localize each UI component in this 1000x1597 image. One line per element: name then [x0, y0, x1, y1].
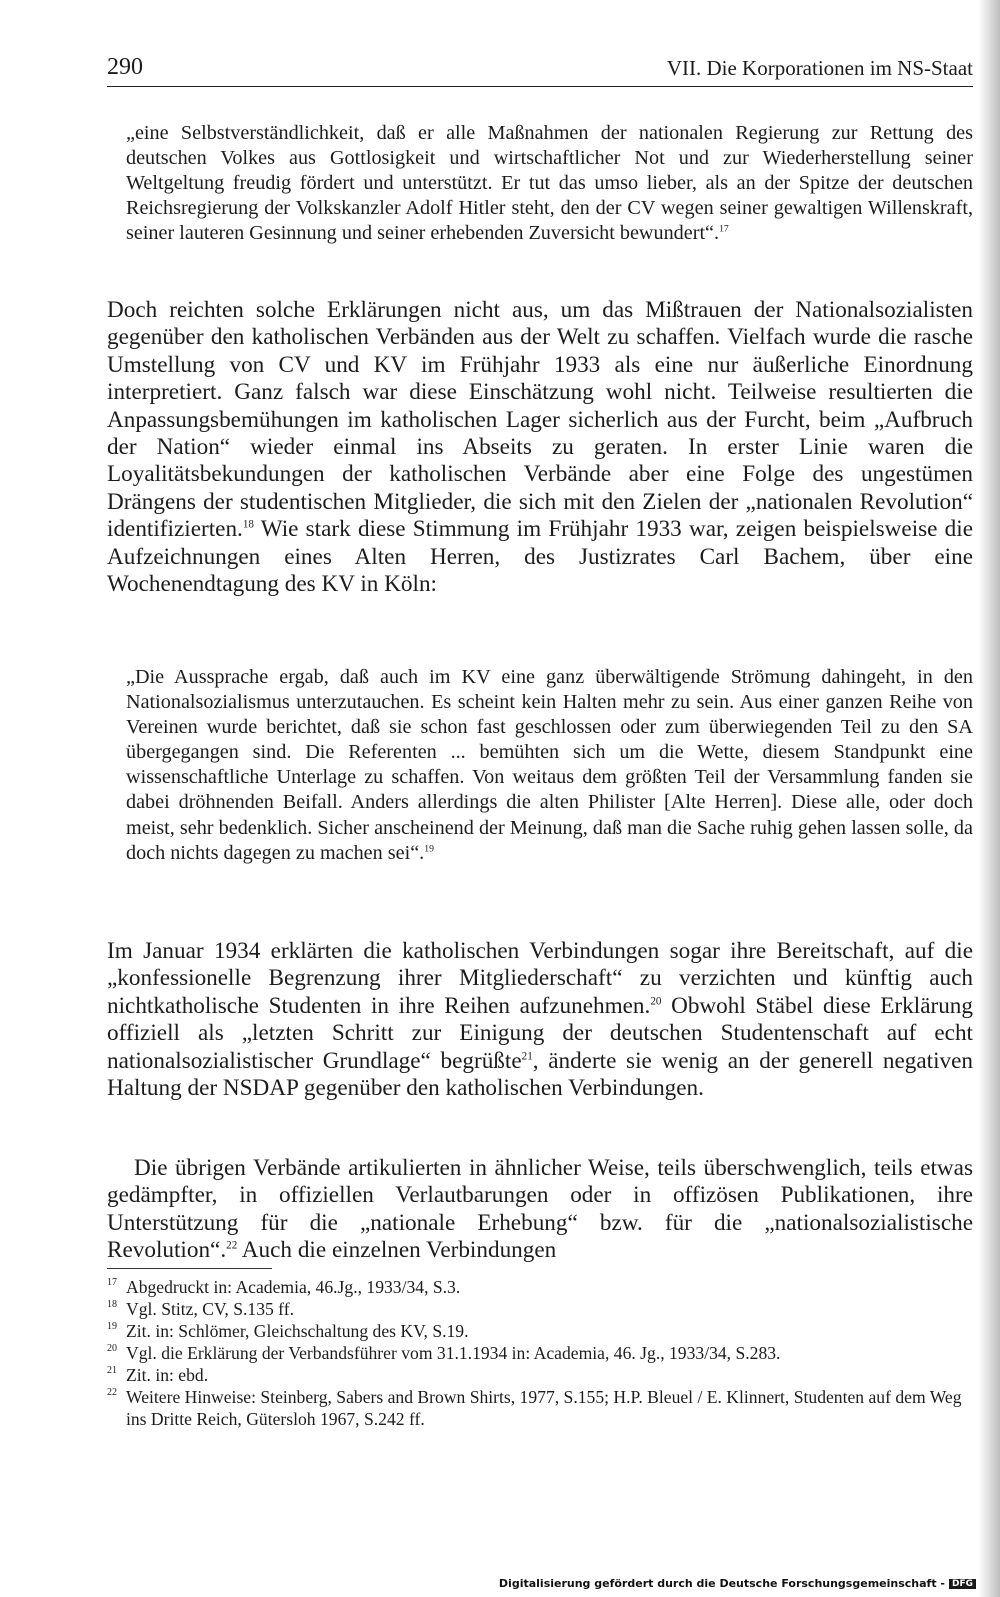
footnote-number: 20: [107, 1343, 117, 1354]
digitization-credit: [499, 1577, 976, 1590]
chapter-title: VII. Die Korporationen im NS-Staat: [666, 56, 973, 80]
footnote-21: [107, 1364, 973, 1386]
block-quote-2: [126, 665, 973, 866]
footnote-ref-18[interactable]: 18: [242, 518, 254, 531]
footnote-separator: [107, 1268, 272, 1269]
footnote-number: 21: [107, 1365, 117, 1376]
footnote-number: 18: [107, 1299, 117, 1310]
footnote-19: [107, 1320, 973, 1342]
paragraph-1-text-b: Wie stark diese Stimmung im Frühjahr 1933 war, zeigen beispielsweise die Aufzeichnungen eines Alten Herren, des Justizrates Carl Bachem, über eine Wochenendtagung des KV in Köln:: [107, 516, 973, 598]
footnote-text: Weitere Hinweise: Steinberg, Sabers and Brown Shirts, 1977, S.155; H.P. Bleuel / E. Klinnert, Studenten auf dem Weg ins Dritte Reich, Gütersloh 1967, S.242 ff.: [126, 1387, 962, 1429]
paragraph-2-text-b: Obwohl Stäbel diese Erklärung offiziell als „letzten Schritt zur Einigung der deutschen Studentenschaft auf echt nationalsozialistischer Grundlage“ begrüßte: [107, 992, 973, 1074]
paragraph-2-text-c: , änderte sie wenig an der generell negativen Haltung der NSDAP gegenüber den katholischen Verbindungen.: [107, 1047, 973, 1102]
paragraph-3-text-a: Die übrigen Verbände artikulierten in ähnlicher Weise, teils überschwenglich, teils etwas gedämpfter, in offiziellen Verlautbarungen oder in offizösen Publikationen, ihre Unterstützung für die „nationale Erhebung“ bzw. für die „nationalsozialistische Revolution“.: [107, 1155, 973, 1264]
footnotes: [107, 1276, 973, 1430]
quote-1-text: „eine Selbstverständlichkeit, daß er alle Maßnahmen der nationalen Regierung zur Rettung des deutschen Volkes aus Gottlosigkeit und wirtschaftlicher Not und zur Wiederherstellung seiner Weltgeltung freudig fördert und unterstützt. Er tut das umso lieber, als an der Spitze der deutschen Reichsregierung der Volkskanzler Adolf Hitler steht, den der CV wegen seiner gewaltigen Willenskraft, seiner lauteren Gesinnung und seiner erhebenden Zuversicht bewundert“.: [126, 122, 973, 245]
digitization-note: Digitalisierung gefördert durch die Deutsche Forschungsgemeinschaft -: [498, 1577, 945, 1590]
footnote-20: [107, 1342, 973, 1364]
paragraph-2-text-a: Im Januar 1934 erklärten die katholischen Verbindungen sogar ihre Bereitschaft, auf die „konfessionelle Begrenzung ihrer Mitgliederschaft“ zu verzichten und künftig auch nichtkatholische Studenten in ihre Reihen aufzunehmen.: [107, 938, 973, 1019]
footnote-text: Vgl. die Erklärung der Verbandsführer vom 31.1.1934 in: Academia, 46. Jg., 1933/34, S.283.: [126, 1343, 781, 1363]
footnote-text: Abgedruckt in: Academia, 46.Jg., 1933/34, S.3.: [126, 1277, 461, 1297]
footnote-ref-17[interactable]: 17: [719, 223, 729, 235]
running-head: [107, 52, 973, 87]
footnote-ref-20[interactable]: 20: [650, 995, 662, 1008]
footnote-number: 19: [107, 1321, 117, 1332]
footnote-18: [107, 1298, 973, 1320]
paragraph-3-text-b: Auch die einzelnen Verbindungen: [237, 1237, 557, 1264]
footnote-22: [107, 1386, 973, 1430]
dfg-logo-icon: DFG: [949, 1579, 976, 1589]
footnote-text: Zit. in: Schlömer, Gleichschaltung des KV, S.19.: [126, 1321, 469, 1341]
footnote-number: 17: [107, 1277, 117, 1288]
footnote-17: [107, 1276, 973, 1298]
paragraph-1-text-a: Doch reichten solche Erklärungen nicht aus, um das Mißtrauen der Nationalsozialisten gegenüber den katholischen Verbänden aus der Welt zu schaffen. Vielfach wurde die rasche Umstellung von CV und KV im Frühjahr 1933 als eine nur äußerliche Einordnung interpretiert. Ganz falsch war diese Einschätzung wohl nicht. Teilweise resultierten die Anpassungsbemühungen im katholischen Lager sicherlich aus der Furcht, beim „Aufbruch der Nation“ wieder einmal ins Abseits zu geraten. In erster Linie waren die Loyalitätsbekundungen der katholischen Verbände aber eine Folge des ungestümen Drängens der studentischen Mitglieder, die sich mit den Zielen der „nationalen Revolution“ identifizierten.: [107, 297, 973, 543]
paragraph-1: [107, 297, 973, 598]
footnote-text: Vgl. Stitz, CV, S.135 ff.: [126, 1299, 294, 1319]
footnote-ref-22[interactable]: 22: [226, 1239, 238, 1252]
quote-2-text: „Die Aussprache ergab, daß auch im KV eine ganz überwältigende Strömung dahingeht, in den Nationalsozialismus unterzutauchen. Es scheint kein Halten mehr zu sein. Aus einer ganzen Reihe von Vereinen wurde berichtet, daß sie schon fast geschlossen oder zum überwiegenden Teil zu den SA übergegangen sind. Die Referenten ... bemühten sich um die Wette, diesem Standpunkt eine wissenschaftliche Unterlage zu schaffen. Von weitaus dem größten Teil der Versammlung fanden sie dabei dröhnenden Beifall. Anders allerdings die alten Philister [Alte Herren]. Diese alle, oder doch meist, sehr bedenklich. Sicher anscheinend der Meinung, daß man die Sache ruhig gehen lassen solle, da doch nichts dagegen zu machen sei“.: [126, 666, 973, 864]
footnote-ref-19[interactable]: 19: [424, 842, 434, 854]
paragraph-2: [107, 938, 973, 1102]
page-edge-shadow: [978, 0, 1000, 1597]
paragraph-3: [107, 1155, 973, 1265]
footnote-number: 22: [107, 1387, 117, 1398]
page-number: 290: [107, 54, 143, 80]
footnote-ref-21[interactable]: 21: [521, 1049, 533, 1062]
footnote-text: Zit. in: ebd.: [126, 1365, 209, 1385]
block-quote-1: [126, 121, 973, 246]
